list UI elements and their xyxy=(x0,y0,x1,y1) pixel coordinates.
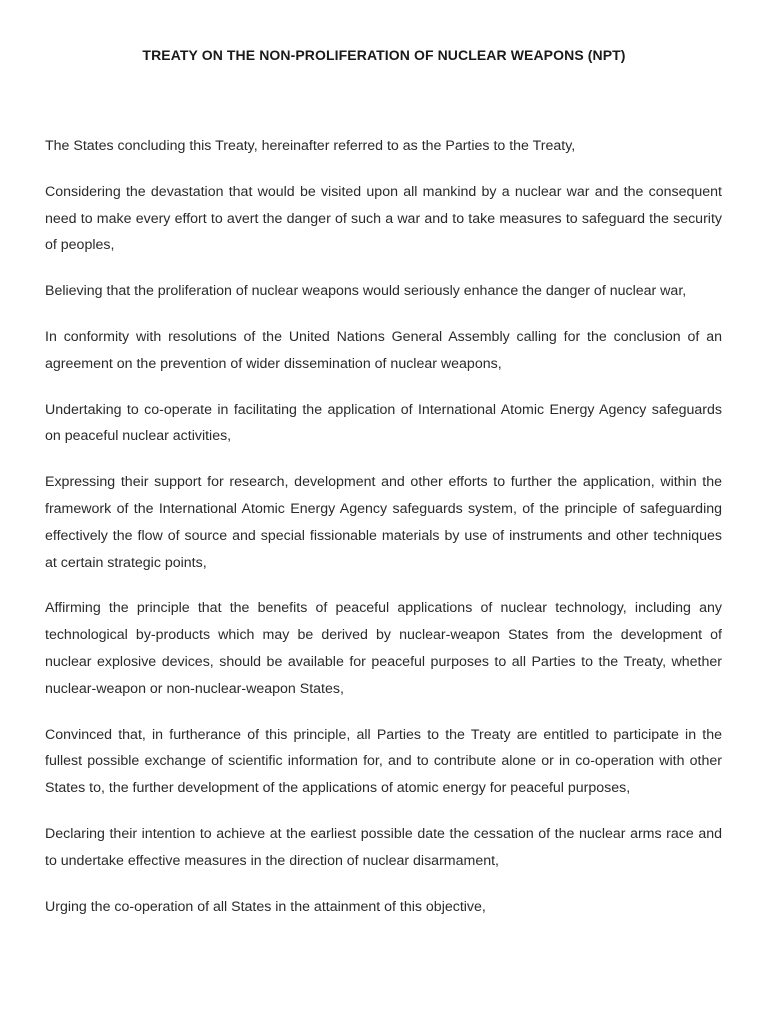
document-body xyxy=(45,133,722,939)
paragraph-convinced: Convinced that, in furtherance of this principle, all Parties to the Treaty are entitled to participate in the fullest possible exchange of scientific information for, and to contribute alone or in co-operation with other States to, the further development of the applications of atomic energy for peaceful purposes, xyxy=(45,726,722,797)
paragraph-considering: Considering the devastation that would be visited upon all mankind by a nuclear war and the consequent need to make every effort to avert the danger of such a war and to take measures to safeguard the security of peoples, xyxy=(45,183,722,254)
paragraph-believing: Believing that the proliferation of nuclear weapons would seriously enhance the danger of nuclear war, xyxy=(45,283,687,300)
paragraph-urging: Urging the co-operation of all States in the attainment of this objective, xyxy=(45,898,486,915)
paragraph-affirming: Affirming the principle that the benefits of peaceful applications of nuclear technology, including any technological by-products which may be derived by nuclear-weapon States from the development of nuclear explosive devices, should be available for peaceful purposes to all Parties to the Treaty, whether nuclear-weapon or non-nuclear-weapon States, xyxy=(45,600,722,697)
paragraph-preamble-intro: The States concluding this Treaty, hereinafter referred to as the Parties to the Treaty, xyxy=(45,138,576,154)
paragraph-declaring: Declaring their intention to achieve at the earliest possible date the cessation of the nuclear arms race and to undertake effective measures in the direction of nuclear disarmament, xyxy=(45,825,722,869)
document-title: TREATY ON THE NON-PROLIFERATION OF NUCLEAR WEAPONS (NPT) xyxy=(142,47,626,63)
paragraph-undertaking: Undertaking to co-operate in facilitating the application of International Atomic Energy Agency safeguards on peaceful nuclear activities, xyxy=(45,401,722,445)
paragraph-in-conformity: In conformity with resolutions of the United Nations General Assembly calling for the conclusion of an agreement on the prevention of wider dissemination of nuclear weapons, xyxy=(45,328,722,372)
paragraph-expressing: Expressing their support for research, development and other efforts to further the application, within the framework of the International Atomic Energy Agency safeguards system, of the principle of safeguarding effectively the flow of source and special fissionable materials by use of instruments and other techniques at certain strategic points, xyxy=(45,474,722,571)
